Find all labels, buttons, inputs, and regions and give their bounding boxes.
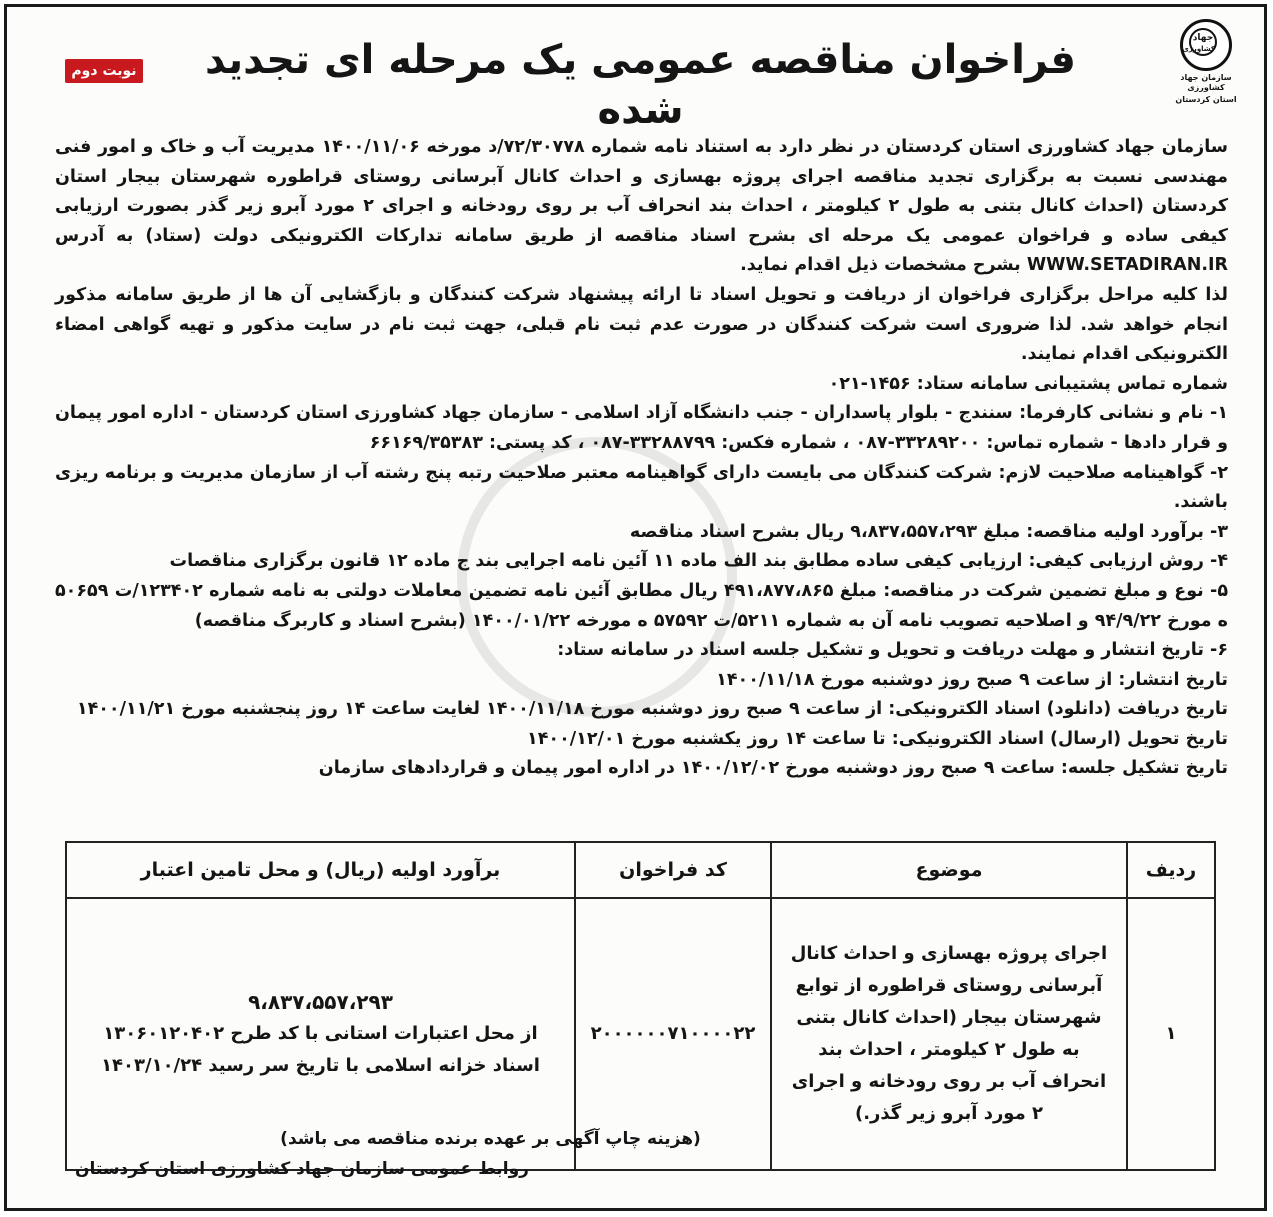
notice-body xyxy=(55,133,1228,784)
logo-emblem-icon xyxy=(1180,19,1232,71)
round-badge: نوبت دوم xyxy=(65,59,143,83)
item-qualification: ۲- گواهینامه صلاحیت لازم: شرکت کنندگان می بایست دارای گواهینامه معتبر صلاحیت رتبه پنج رشته آب از سازمان مدیریت و برنامه ریزی باشند. xyxy=(55,462,1228,513)
support-phone: شماره تماس پشتیبانی سامانه ستاد: ۱۴۵۶-۰۲۱ xyxy=(828,373,1228,394)
logo-caption1: سازمان جهاد کشاورزی xyxy=(1180,73,1232,92)
date-receive: تاریخ دریافت (دانلود) اسناد الکترونیکی: از ساعت ۹ صبح روز دوشنبه مورخ ۱۴۰۰/۱۱/۱۸ لغایت ساعت ۱۴ روز پنجشنبه مورخ ۱۴۰۰/۱۱/۲۱ xyxy=(76,699,1228,720)
date-session: تاریخ تشکیل جلسه: ساعت ۹ صبح روز دوشنبه مورخ ۱۴۰۰/۱۲/۰۲ در اداره امور پیمان و قراردادهای سازمان xyxy=(318,758,1228,779)
logo-caption2: استان کردستان xyxy=(1175,95,1237,104)
date-publish: تاریخ انتشار: از ساعت ۹ صبح روز دوشنبه مورخ ۱۴۰۰/۱۱/۱۸ xyxy=(716,669,1228,690)
row-code: ۲۰۰۰۰۰۰۷۱۰۰۰۰۲۲ xyxy=(575,898,771,1170)
logo-line2: کشاورزی xyxy=(1182,45,1215,53)
estimate-source2: اسناد خزانه اسلامی با تاریخ سر رسید ۱۴۰۳/۱۰/۲۴ xyxy=(101,1055,540,1076)
logo-line1: جهاد xyxy=(1192,33,1214,43)
header-code: کد فراخوان xyxy=(575,842,771,898)
organization-logo xyxy=(1166,19,1246,109)
header-estimate: برآورد اولیه (ریال) و محل تامین اعتبار xyxy=(66,842,575,898)
estimate-source1: از محل اعتبارات استانی با کد طرح ۱۳۰۶۰۱۲۰۴۰۲ xyxy=(103,1023,538,1044)
item-estimate: ۳- برآورد اولیه مناقصه: مبلغ ۹،۸۳۷،۵۵۷،۲۹۳ ریال بشرح اسناد مناقصه xyxy=(629,521,1228,542)
intro-part1: سازمان جهاد کشاورزی استان کردستان در نظر دارد به استناد نامه شماره ۷۲/۳۰۷۷۸/د مورخه ۱۴۰۰/۱۱/۰۶ مدیریت آب و خاک و امور فنی مهندسی نسبت به برگزاری تجدید مناقصه اجرای پروژه بهسازی و احداث کانال آبرسانی روستای قراطوره شهرستان بیجار استان کردستان (احداث کانال بتنی به طول ۲ کیلومتر ، احداث بند انحراف آب بر روی رودخانه و اجرای ۲ مورد آبرو زیر گذر بصورت ارزیابی کیفی ساده و فراخوان عمومی یک مرحله ای بشرح اسناد مناقصه از طریق سامانه تدارکات الکترونیکی دولت (ستاد) به آدرس xyxy=(55,137,1228,246)
table-header-row xyxy=(66,842,1215,898)
public-relations-signature: روابط عمومی سازمان جهاد کشاورزی استان کردستان xyxy=(75,1159,529,1179)
header-index: ردیف xyxy=(1127,842,1215,898)
item-employer: ۱- نام و نشانی کارفرما: سنندج - بلوار پاسداران - جنب دانشگاه آزاد اسلامی - سازمان جهاد کشاورزی استان کردستان - اداره امور پیمان و قرار دادها - شماره تماس: ۳۳۲۸۹۲۰۰-۰۸۷ ، شماره فکس: ۳۳۲۸۸۷۹۹-۰۸۷ ، کد پستی: ۶۶۱۶۹/۳۵۳۸۳ xyxy=(55,403,1228,453)
print-cost-note: (هزینه چاپ آگهی بر عهده برنده مناقصه می باشد) xyxy=(280,1129,701,1149)
estimate-amount: ۹،۸۳۷،۵۵۷،۲۹۳ xyxy=(248,990,393,1014)
tender-notice xyxy=(4,4,1267,1211)
row-index: ۱ xyxy=(1127,898,1215,1170)
intro-paragraph xyxy=(55,133,1228,281)
registration-paragraph: لذا کلیه مراحل برگزاری فراخوان از دریافت و تحویل اسناد تا ارائه پیشنهاد شرکت کنندگان و بازگشایی آن ها از طریق سامانه مذکور انجام خواهد شد. لذا ضروری است شرکت کنندگان در صورت عدم ثبت نام قبلی، جهت ثبت نام در سایت مذکور و تهیه گواهی امضاء الکترونیکی اقدام نمایند. xyxy=(55,284,1228,365)
header-subject: موضوع xyxy=(771,842,1127,898)
intro-part2: بشرح مشخصات ذیل اقدام نماید. xyxy=(740,255,1021,276)
row-subject: اجرای پروژه بهسازی و احداث کانال آبرسانی روستای قراطوره از توابع شهرستان بیجار (احداث کانال بتنی به طول ۲ کیلومتر ، احداث بند انحراف آب بر روی رودخانه و اجرای ۲ مورد آبرو زیر گذر.) xyxy=(771,898,1127,1170)
date-submit: تاریخ تحویل (ارسال) اسناد الکترونیکی: تا ساعت ۱۴ روز یکشنبه مورخ ۱۴۰۰/۱۲/۰۱ xyxy=(527,728,1228,749)
notice-title: فراخوان مناقصه عمومی یک مرحله ای تجدید شده xyxy=(204,37,1076,133)
item-guarantee: ۵- نوع و مبلغ تضمین شرکت در مناقصه: مبلغ ۴۹۱،۸۷۷،۸۶۵ ریال مطابق آئین نامه تضمین معاملات دولتی به نامه شماره ۱۲۳۴۰۲/ت ۵۰۶۵۹ ه مورخ ۹۴/۹/۲۲ و اصلاحیه تصویب نامه آن به شماره ۵۲۱۱/ت ۵۷۵۹۲ ه مورخه ۱۴۰۰/۰۱/۲۲ (بشرح اسناد و کاربرگ مناقصه) xyxy=(55,580,1229,631)
item-evaluation: ۴- روش ارزیابی کیفی: ارزیابی کیفی ساده مطابق بند الف ماده ۱۱ آئین نامه اجرایی بند ج ماده ۱۲ قانون برگزاری مناقصات xyxy=(169,551,1228,572)
notice-header xyxy=(7,7,1264,133)
website-link[interactable]: WWW.SETADIRAN.IR xyxy=(1026,255,1228,276)
item-schedule: ۶- تاریخ انتشار و مهلت دریافت و تحویل و تشکیل جلسه اسناد در سامانه ستاد: xyxy=(557,640,1228,661)
tender-table xyxy=(65,841,1216,1171)
